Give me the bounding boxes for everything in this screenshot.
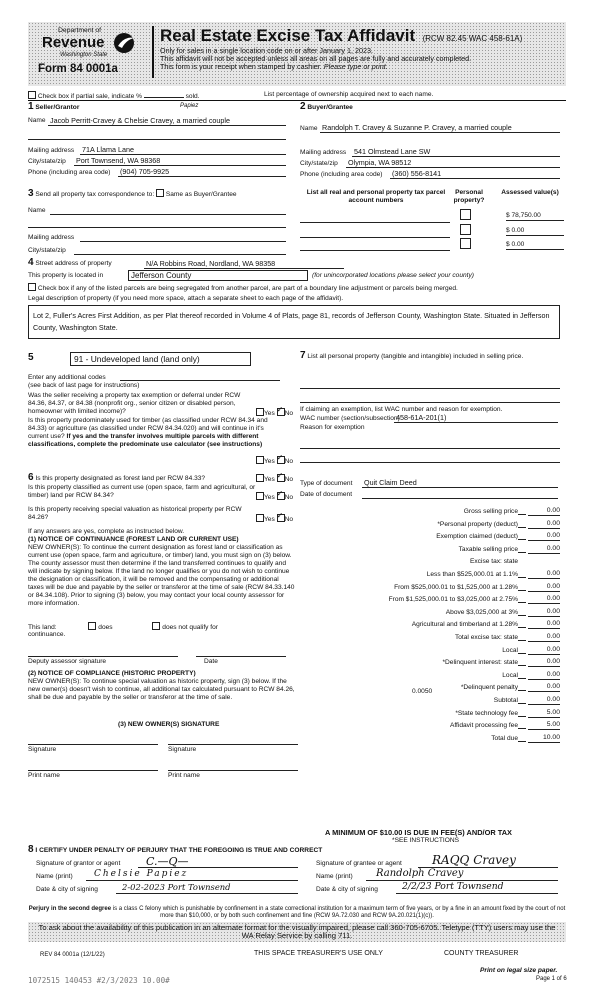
tax-row-leader	[518, 640, 526, 641]
section-6	[28, 471, 298, 826]
s7-wac-label: WAC number (section/subsection)	[300, 415, 400, 422]
s5-additional-note: (see back of last page for instructions)	[28, 382, 140, 389]
parcel-row-2-value[interactable]: $ 0.00	[506, 227, 564, 236]
s4-segregated-row: Check box if any of the listed parcels are being segregated from another parcel, are part of a boundary line adjustment or parcels being merged.	[28, 283, 458, 293]
doc-type-field[interactable]: Quit Claim Deed	[362, 478, 558, 488]
s3-mailing-field[interactable]	[80, 233, 286, 242]
tax-row-leader	[518, 627, 526, 628]
local-rate: 0.0050	[412, 688, 433, 695]
tax-row-leader	[518, 527, 526, 528]
s3-name-label: Name	[28, 207, 46, 214]
grantor-name-field[interactable]: Chelsie Papiez	[86, 870, 298, 881]
owner-signature-2[interactable]	[168, 738, 298, 745]
buyer-name-field[interactable]: Randolph T. Cravey & Suzanne P. Cravey, a married couple	[320, 123, 560, 133]
grantee-sig-label: Signature of grantee or agent	[316, 860, 402, 867]
s6-q-current-answer: Yes ✓ No	[256, 492, 293, 502]
exemption-no-checkbox[interactable]: ✓	[276, 405, 284, 414]
form-title: Real Estate Excise Tax Affidavit	[160, 26, 416, 45]
personal-property-field[interactable]	[300, 382, 560, 389]
section-1-seller	[28, 103, 290, 189]
tax-calculation	[300, 508, 566, 758]
historical-yes-checkbox[interactable]	[256, 514, 264, 522]
grantee-date-label: Date & city of signing	[316, 886, 378, 893]
legal-description-field[interactable]: Lot 2, Fuller's Acres First Addition, as per Plat thereof recorded in Volume 4 of Plats, page 81, records of Jefferson County, Washington State. Situated in Jefferson County, Washington State.	[28, 305, 560, 339]
s3-city-field[interactable]	[74, 246, 286, 255]
s6-q-historical-answer: Yes ✓ No	[256, 514, 293, 524]
tax-row-label: From $1,525,000.01 to $3,025,000 at 2.75%	[388, 596, 518, 604]
s5-q-timber-answer: Yes ✓ No	[256, 456, 293, 466]
tax-row-label: Subtotal	[493, 697, 518, 704]
notice-1-body: NEW OWNER(S): To continue the current designation as forest land or classification as current use (open space, farm and agriculture, or timber) land, you must sign on (3) below. The county assessor must then determine if the land transferred continues to qualify and will indicate by signing below. If the land no longer qualifies or you do not wish to continue the designation or classification, it will be removed and the compensating or additional taxes will be due and payable by the seller or transferor at the time of sale (RCW 84.33.140 or 84.34.108). Prior to signing (3) below, you may contact your local county assessor for more information.	[28, 544, 295, 607]
deputy-sig-label: Deputy assessor signature	[28, 658, 107, 665]
tax-row-value[interactable]: 0.00	[528, 696, 560, 705]
tax-row-label: From $525,000.01 to $1,525,000 at 1.28%	[394, 583, 518, 591]
tax-row-label: Total excise tax: state	[454, 634, 518, 641]
notice-2-title: (2) NOTICE OF COMPLIANCE (HISTORIC PROPERTY)	[28, 670, 196, 677]
grantee-date-field[interactable]: 2/2/23 Port Townsend	[396, 883, 558, 894]
tax-row-label: Excise tax: state	[469, 558, 518, 566]
grantor-date-label: Date & city of signing	[36, 886, 98, 893]
owner-print-1[interactable]	[28, 764, 158, 771]
tax-row-value[interactable]: 0.00	[528, 671, 560, 680]
seller-name-note: Papiez	[180, 103, 199, 109]
notice-2-body: NEW OWNER(S): To continue special valuation as historic property, sign (3) below. If the new owner(s) doesn't wish to continue, all additional tax calculated pursuant to RCW 84.26, shall be due and payable by the seller or transferor at the time of sale.	[28, 678, 295, 701]
tax-row-value[interactable]: 10.00	[528, 734, 560, 743]
seller-city-field[interactable]: Port Townsend, WA 98368	[74, 156, 286, 166]
section-2-buyer	[300, 103, 566, 189]
s5-q-exemption: Was the seller receiving a property tax exemption or deferral under RCW 84.36, 84.37, or 84.38 (nonprofit org., senior citizen or disabled person, homeowner with limited income)?	[28, 392, 241, 415]
tax-row-label: Local	[502, 646, 518, 654]
recording-stamp: 1072515 140453 #2/3/2023 10.00#	[28, 976, 170, 985]
current-use-no-checkbox[interactable]: ✓	[276, 489, 284, 498]
grantor-date-field[interactable]: 2-02-2023 Port Townsend	[116, 883, 298, 894]
notice-1-title: (1) NOTICE OF CONTINUANCE (FOREST LAND OR CURRENT USE)	[28, 536, 239, 543]
dept-name: Revenue	[42, 34, 105, 51]
dept-state: Washington State	[60, 52, 108, 58]
s6-q-forest-answer: Yes ✓ No	[256, 474, 293, 484]
personal-property-field-2[interactable]	[300, 396, 560, 403]
grantee-name-field[interactable]: Randolph Cravey	[366, 870, 558, 881]
tax-row-value[interactable]: 0.00	[528, 570, 560, 579]
s3-name-field-2[interactable]	[28, 219, 286, 228]
buyer-phone-field[interactable]: (360) 556-8141	[390, 169, 560, 179]
tax-row-label: *Delinquent penalty	[460, 684, 518, 692]
s3-name-field[interactable]	[50, 206, 286, 215]
s7-personal-property: 7 List all personal property (tangible and intangible) included in selling price.	[300, 350, 524, 361]
reason-field[interactable]	[300, 442, 560, 449]
ownership-note: List percentage of ownership acquired next to each name.	[264, 91, 434, 98]
parcel-col-assessed: Assessed value(s)	[501, 189, 559, 196]
tax-row-label: Local	[502, 671, 518, 679]
parcel-row-3-value[interactable]: $ 0.00	[506, 241, 564, 250]
land-does-not-checkbox[interactable]	[152, 622, 160, 630]
header-note-1: Only for sales in a single location code on or after January 1, 2023.	[160, 46, 373, 55]
s4-legal-label: Legal description of property (if you need more space, attach a separate sheet to each page of the affidavit).	[28, 295, 344, 302]
section-4-property	[28, 259, 566, 349]
s6-q-current-use: Is this property classified as current use (open space, farm and agricultural, or timber) land per RCW 84.34?	[28, 484, 256, 499]
seller-name-field-2[interactable]	[28, 131, 286, 140]
tax-row-leader	[518, 690, 526, 691]
partial-sale-checkbox[interactable]	[28, 91, 36, 99]
seller-heading: 1 Seller/Grantor	[28, 101, 80, 112]
reason-field-2[interactable]	[300, 456, 560, 463]
header-note-2: This affidavit will not be accepted unless all areas on all pages are fully and accurately completed.	[160, 54, 472, 63]
forest-no-checkbox[interactable]: ✓	[276, 471, 284, 480]
owner-signature-1[interactable]	[28, 738, 158, 745]
seller-mailing-field[interactable]: 71A Llama Lane	[80, 145, 286, 155]
tax-row-label: Exemption claimed (deduct)	[436, 533, 518, 541]
header-note-3: This form is your receipt when stamped by cashier. Please type or print.	[160, 62, 388, 71]
dor-logo	[34, 26, 146, 82]
s6-q-forest: 6 Is this property designated as forest land per RCW 84.33?	[28, 472, 206, 483]
tax-row-label: *State technology fee	[455, 709, 518, 717]
parcel-row-3-account[interactable]	[300, 242, 450, 251]
s5-q-exemption-answer: Yes ✓ No	[256, 408, 293, 418]
s6-if-yes: If any answers are yes, complete as instructed below.	[28, 528, 185, 535]
tax-row-leader	[518, 741, 526, 742]
parcel-row-1-personal-checkbox[interactable]	[460, 209, 471, 220]
buyer-name-label: Name	[300, 125, 318, 132]
tax-row-leader	[518, 514, 526, 515]
tax-row-value[interactable]: 0.00	[528, 608, 560, 617]
form-title-ref: (RCW 82.45 WAC 458-61A)	[422, 34, 523, 43]
buyer-city-label: City/state/zip	[300, 160, 338, 167]
deputy-signature-field[interactable]	[28, 650, 178, 657]
seller-phone-label: Phone (including area code)	[28, 169, 111, 176]
section-8	[28, 846, 566, 906]
rev-number: REV 84 0001a (12/1/22)	[40, 952, 105, 958]
availability-notice: To ask about the availability of this publication in an alternate format for the visually impaired, please call 360-705-6705. Teletype (TTY) users may use the WA Relay Service by calling 711.	[38, 923, 556, 940]
s7-doc-type-label: Type of document	[300, 480, 353, 487]
tax-row-value[interactable]: 0.00	[528, 545, 560, 554]
owner-print-label-2: Print name	[168, 772, 200, 779]
s3-city-label: City/state/zip	[28, 247, 66, 254]
owner-sig-label-2: Signature	[168, 746, 197, 753]
tax-row-value[interactable]: 5.00	[528, 721, 560, 730]
s6-continuance: continuance.	[28, 631, 66, 638]
partial-percent-field[interactable]	[144, 91, 184, 98]
tax-row-leader	[518, 728, 526, 729]
tax-row-label: Total due	[491, 734, 518, 742]
owner-print-2[interactable]	[168, 764, 298, 771]
buyer-phone-label: Phone (including area code)	[300, 171, 383, 178]
parcel-row-1-value[interactable]: $ 78,750.00	[506, 212, 564, 221]
exemption-yes-checkbox[interactable]	[256, 408, 264, 416]
parcel-row-1-account[interactable]	[300, 214, 450, 223]
grantee-name-label: Name (print)	[316, 873, 353, 880]
tax-row-value[interactable]: 0.00	[528, 583, 560, 592]
s3-mailing-label: Mailing address	[28, 234, 75, 241]
tax-row-value[interactable]: 0.00	[528, 646, 560, 655]
same-as-buyer-checkbox[interactable]	[156, 189, 164, 197]
tax-row-value[interactable]: 0.00	[528, 595, 560, 604]
tax-row-label: *Delinquent interest: state	[442, 659, 518, 667]
new-owner-sig-title: (3) NEW OWNER(S) SIGNATURE	[118, 721, 220, 728]
segregated-checkbox[interactable]	[28, 283, 36, 291]
top-rule	[28, 100, 566, 101]
grantor-signature-field[interactable]: C.—Q—	[138, 858, 298, 868]
tax-row-label: Gross selling price	[463, 508, 518, 515]
section-5	[28, 352, 298, 472]
minimum-due: A MINIMUM OF $10.00 IS DUE IN FEE(S) AND/OR TAX	[325, 828, 512, 837]
section-3-heading: 3 Send all property tax correspondence to: Same as Buyer/Grantee	[28, 188, 237, 199]
s5-q-timber: Is this property predominately used for timber (as classified under RCW 84.34 and 84.33) or agriculture (as classified under RCW 84.34.020) and will continue in it's current use? If yes and the transfer involves multiple parcels with different classifications, complete the predominate use calculator (see instructions)	[28, 417, 268, 448]
s7-doc-date-label: Date of document	[300, 491, 353, 498]
s6-this-land-row: This land: does does not qualify for	[28, 624, 218, 631]
tax-row-leader	[518, 716, 526, 717]
tax-row-label: *Personal property (deduct)	[437, 520, 518, 528]
buyer-mailing-field[interactable]: 541 Olmstead Lane SW	[352, 147, 560, 157]
partial-sale-row: Check box if partial sale, indicate % sold.	[28, 91, 200, 101]
parcel-col-personal: Personal property?	[453, 189, 485, 204]
land-does-checkbox[interactable]	[88, 622, 96, 630]
perjury-notice: Perjury in the second degree is a class C felony which is punishable by confinement in a state correctional institution for a maximum term of five years, or by a fine in an amount fixed by the court of not more than $10,000, or by both such confinement and fine (RCW 9A.72.030 and RCW 9A.20.021(1)(c)).	[28, 906, 566, 920]
tax-row-leader	[518, 665, 526, 666]
buyer-city-field[interactable]: Olympia, WA 98512	[346, 158, 560, 168]
tax-row-label: Above $3,025,000 at 3%	[445, 608, 518, 616]
tax-row-value[interactable]: 0.00	[528, 532, 560, 541]
timber-no-checkbox[interactable]: ✓	[276, 453, 284, 462]
owner-sig-label-1: Signature	[28, 746, 57, 753]
s4-street-field[interactable]: N/A Robbins Road, Nordland, WA 98358	[144, 259, 344, 269]
tax-row-label: Agricultural and timberland at 1.28%	[411, 621, 518, 629]
certify: 8 I CERTIFY UNDER PENALTY OF PERJURY THAT THE FOREGOING IS TRUE AND CORRECT	[28, 844, 323, 855]
tax-row-leader	[518, 590, 526, 591]
seller-phone-field[interactable]: (904) 705-9925	[118, 167, 286, 177]
tax-row-value[interactable]: 0.00	[528, 520, 560, 529]
parcel-row-2-personal-checkbox[interactable]	[460, 224, 471, 235]
tax-row-value[interactable]: 0.00	[528, 620, 560, 629]
deputy-date-label: Date	[204, 658, 218, 665]
s4-unincorporated: (for unincorporated locations please select your county)	[312, 272, 475, 279]
buyer-mailing-label: Mailing address	[300, 149, 347, 156]
forest-yes-checkbox[interactable]	[256, 474, 264, 482]
grantor-sig-label: Signature of grantor or agent	[36, 860, 121, 867]
s7-reason-label: Reason for exemption	[300, 424, 365, 431]
grantor-name-label: Name (print)	[36, 873, 73, 880]
tax-row-leader	[518, 577, 526, 578]
wac-field[interactable]: 458-61A-201(1)	[394, 413, 558, 423]
tax-row-leader	[518, 615, 526, 616]
header-divider	[152, 26, 154, 78]
tax-row-value[interactable]: 0.00	[528, 633, 560, 642]
page-number: Page 1 of 6	[536, 976, 567, 982]
s7-claiming: If claiming an exemption, list WAC number and reason for exemption.	[300, 406, 503, 413]
s4-street-label: 4 Street address of property	[28, 257, 112, 268]
seller-name-label: Name	[28, 117, 46, 124]
tax-row-leader	[518, 602, 526, 603]
tax-row-leader	[518, 539, 526, 540]
tax-row-value[interactable]: 0.00	[528, 507, 560, 516]
historical-no-checkbox[interactable]: ✓	[276, 511, 284, 520]
seller-city-label: City/state/zip	[28, 158, 66, 165]
seller-mailing-label: Mailing address	[28, 147, 75, 154]
tax-row-value[interactable]: 5.00	[528, 709, 560, 718]
tax-row-label: Less than $525,000.01 at 1.1%	[426, 571, 518, 578]
parcel-table	[300, 189, 566, 259]
deputy-date-field[interactable]	[196, 650, 286, 657]
revenue-swoosh-icon	[112, 32, 138, 54]
tax-row-label: Taxable selling price	[458, 545, 518, 553]
s4-located-label: This property is located in	[28, 272, 104, 279]
parcel-col-accounts: List all real and personal property tax parcel account numbers	[306, 189, 446, 204]
treasurer-use: THIS SPACE TREASURER'S USE ONLY	[254, 950, 383, 957]
current-use-yes-checkbox[interactable]	[256, 492, 264, 500]
county-select[interactable]: Jefferson County	[128, 270, 308, 281]
seller-name-field[interactable]: Jacob Perritt-Cravey & Chelsie Cravey, a married couple	[48, 116, 286, 126]
land-use-select[interactable]: 91 - Undeveloped land (land only)	[70, 352, 251, 366]
s5-additional-codes: Enter any additional codes	[28, 374, 106, 381]
tax-row-leader	[518, 678, 526, 679]
timber-yes-checkbox[interactable]	[256, 456, 264, 464]
tax-row-value[interactable]: 0.00	[528, 683, 560, 692]
section-3-correspondence	[28, 189, 290, 259]
section-7	[300, 352, 566, 502]
s5-number: 5	[28, 352, 34, 363]
buyer-heading: 2 Buyer/Grantee	[300, 101, 353, 112]
parcel-row-2-account[interactable]	[300, 229, 450, 238]
doc-date-field[interactable]	[362, 489, 558, 499]
s6-q-historical: Is this property receiving special valuation as historical property per RCW 84.26?	[28, 506, 242, 521]
title-block	[160, 26, 565, 46]
tax-row-value[interactable]: 0.00	[528, 658, 560, 667]
county-treasurer: COUNTY TREASURER	[444, 950, 519, 957]
form-number: Form 84 0001a	[38, 63, 118, 75]
dept-top: Department of	[58, 27, 102, 34]
owner-print-label-1: Print name	[28, 772, 60, 779]
legal-paper-note: Print on legal size paper.	[480, 967, 558, 974]
tax-row-label: Affidavit processing fee	[449, 722, 518, 730]
tax-row-leader	[518, 653, 526, 654]
additional-codes-field[interactable]	[120, 373, 280, 381]
tax-row-leader	[518, 703, 526, 704]
see-instructions: *SEE INSTRUCTIONS	[392, 837, 460, 844]
grantee-signature-field[interactable]: RAQQ Cravey	[418, 858, 558, 868]
tax-row-leader	[518, 552, 526, 553]
parcel-row-3-personal-checkbox[interactable]	[460, 238, 471, 249]
